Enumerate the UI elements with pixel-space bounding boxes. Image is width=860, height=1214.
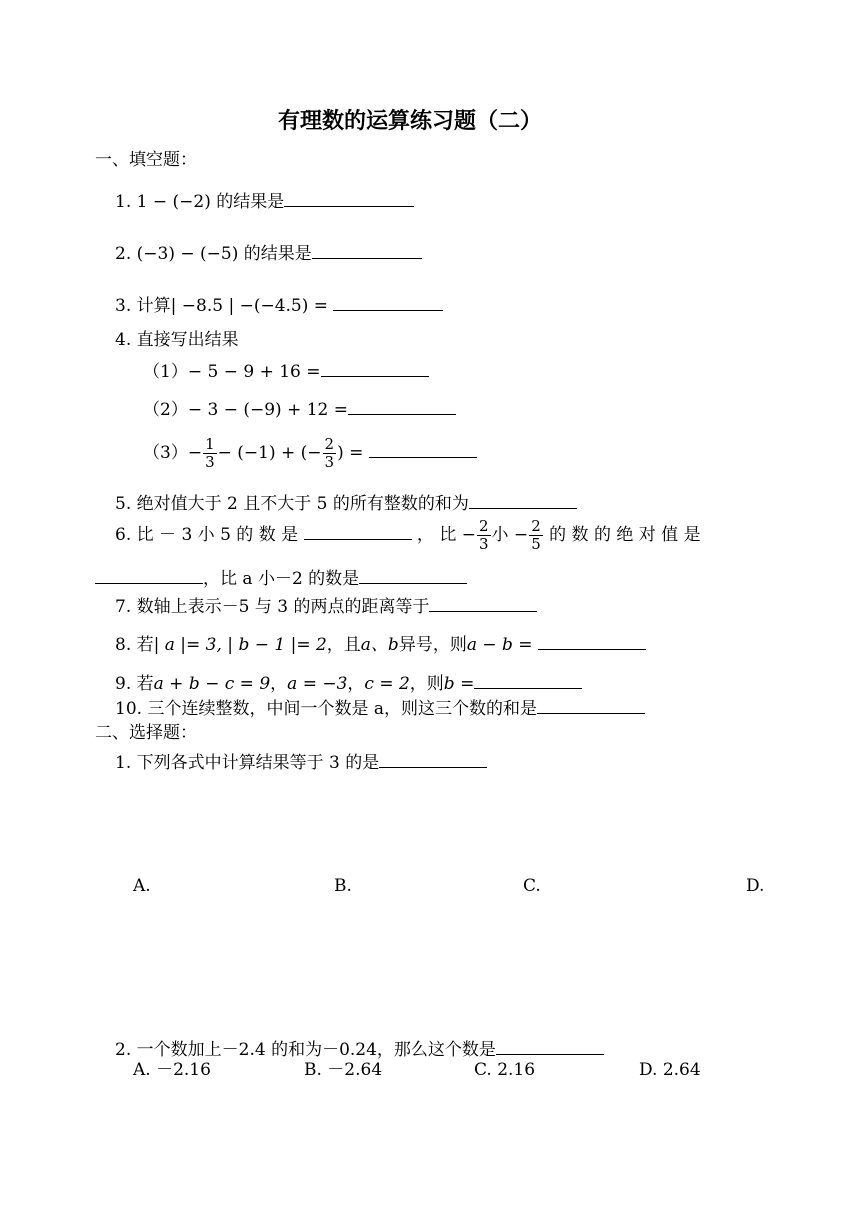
- answer-blank[interactable]: [95, 567, 203, 584]
- answer-blank[interactable]: [496, 1038, 604, 1055]
- answer-blank[interactable]: [369, 441, 477, 458]
- math-expression: b =: [443, 674, 475, 694]
- question-9: [115, 672, 582, 693]
- answer-blank[interactable]: [469, 492, 577, 509]
- question-6: [115, 518, 701, 553]
- question-text: 比 － 3 小 5 的 数 是: [136, 525, 299, 545]
- numerator: 1: [205, 435, 215, 453]
- answer-blank[interactable]: [333, 294, 443, 311]
- question-2: [115, 242, 422, 263]
- math-expression: | a |= 3, | b − 1 |= 2: [153, 635, 327, 655]
- question-text: 直接写出结果: [136, 330, 239, 350]
- answer-blank[interactable]: [284, 190, 414, 207]
- numerator: 2: [478, 517, 489, 535]
- math-expression: c = 2: [364, 674, 410, 694]
- answer-blank[interactable]: [321, 360, 429, 377]
- fraction: [477, 518, 491, 553]
- question-text: ，: [416, 525, 434, 545]
- question-text: 异号，则: [398, 635, 467, 655]
- question-number: 2.: [115, 1040, 132, 1060]
- answer-blank[interactable]: [348, 398, 456, 415]
- sub-label: （3）: [143, 443, 188, 463]
- question-4-sub-2: [143, 398, 456, 419]
- option-c[interactable]: C.: [523, 876, 541, 896]
- answer-blank[interactable]: [359, 567, 467, 584]
- option-d[interactable]: D.: [746, 876, 765, 896]
- question-text: ，: [347, 674, 365, 694]
- sub-label: （2）: [143, 400, 188, 420]
- math-expression: a、b: [360, 635, 399, 655]
- math-expression: | −8.5 | −(−4.5) =: [170, 296, 329, 316]
- question-number: 4.: [115, 330, 132, 350]
- question-text: 的 数 的 绝 对 值 是: [549, 525, 701, 545]
- question-text: 下列各式中计算结果等于 3 的是: [136, 753, 380, 773]
- numerator: 2: [324, 435, 335, 453]
- denominator: 3: [205, 453, 215, 471]
- question-4: [115, 332, 239, 349]
- question-number: 1.: [115, 753, 132, 773]
- question-text: ，则: [409, 674, 444, 694]
- question-8: [115, 633, 646, 654]
- question-text: 绝对值大于 2 且不大于 5 的所有整数的和为: [136, 494, 469, 514]
- fraction: [529, 518, 543, 553]
- denominator: 5: [531, 535, 541, 553]
- section-heading-fill-blank: 一、填空题：: [95, 150, 197, 170]
- denominator: 3: [478, 535, 489, 553]
- answer-blank[interactable]: [474, 672, 582, 689]
- question-text: ，且: [326, 635, 361, 655]
- choice-question-1: [115, 751, 487, 772]
- denominator: 3: [324, 453, 335, 471]
- question-text: 计算: [136, 296, 171, 316]
- question-text: 一个数加上－2.4 的和为－0.24，那么这个数是: [136, 1040, 496, 1060]
- question-4-sub-3: [143, 436, 477, 471]
- math-expression: − 3 − (−9) + 12 =: [187, 400, 348, 420]
- answer-blank[interactable]: [379, 751, 487, 768]
- sub-label: （1）: [143, 362, 188, 382]
- question-text: 若: [136, 635, 154, 655]
- question-4-sub-1: [143, 360, 429, 381]
- question-7: [115, 595, 537, 616]
- option-b[interactable]: B. －2.64: [304, 1060, 383, 1080]
- question-text: 数轴上表示－5 与 3 的两点的距离等于: [136, 597, 430, 617]
- question-6-line-2: [95, 567, 467, 588]
- option-a[interactable]: A. －2.16: [133, 1060, 211, 1080]
- answer-blank[interactable]: [538, 633, 646, 650]
- question-number: 2.: [115, 244, 132, 264]
- answer-blank[interactable]: [312, 242, 422, 259]
- question-number: 6.: [115, 525, 132, 545]
- math-expression: − (−1) + (−: [217, 443, 322, 463]
- question-text: 三个连续整数，中间一个数是 a，则这三个数的和是: [147, 699, 537, 719]
- option-c[interactable]: C. 2.16: [474, 1060, 536, 1080]
- answer-blank[interactable]: [304, 523, 412, 540]
- option-b[interactable]: B.: [334, 876, 352, 896]
- math-expression: a = −3: [287, 674, 348, 694]
- page-title: 有理数的运算练习题（二）: [278, 108, 543, 134]
- minus-sign: −: [187, 443, 203, 463]
- question-text: ，: [270, 674, 288, 694]
- question-number: 1.: [115, 192, 132, 212]
- question-number: 7.: [115, 597, 132, 617]
- math-expression: (−3) − (−5): [136, 244, 239, 264]
- question-text: 小 −: [491, 525, 529, 545]
- question-number: 9.: [115, 674, 132, 694]
- question-text: 的结果是: [216, 192, 285, 212]
- answer-blank[interactable]: [429, 595, 537, 612]
- question-number: 3.: [115, 296, 132, 316]
- option-d[interactable]: D. 2.64: [639, 1060, 701, 1080]
- math-expression: a − b =: [466, 635, 533, 655]
- math-expression: 1 − (−2): [136, 192, 211, 212]
- question-number: 8.: [115, 635, 132, 655]
- answer-blank[interactable]: [537, 697, 645, 714]
- option-a[interactable]: A.: [133, 876, 151, 896]
- section-heading-multiple-choice: 二、选择题：: [95, 723, 197, 743]
- choice-question-2: [115, 1038, 604, 1059]
- question-text: 若: [136, 674, 154, 694]
- numerator: 2: [531, 517, 541, 535]
- math-expression: a + b − c = 9: [153, 674, 271, 694]
- math-expression: ) =: [337, 443, 364, 463]
- fraction: [323, 436, 337, 471]
- choice-2-options: [0, 1062, 860, 1082]
- fraction: [203, 436, 217, 471]
- question-number: 5.: [115, 494, 132, 514]
- choice-1-options: [0, 878, 860, 898]
- math-expression: − 5 − 9 + 16 =: [187, 362, 321, 382]
- question-number: 10.: [115, 699, 143, 719]
- question-text: ，比 a 小－2 的数是: [203, 569, 360, 589]
- question-10: [115, 697, 645, 718]
- question-1: [115, 190, 414, 211]
- question-text: 的结果是: [243, 244, 312, 264]
- question-text: 比 −: [439, 525, 476, 545]
- question-5: [115, 492, 577, 513]
- question-3: [115, 294, 443, 315]
